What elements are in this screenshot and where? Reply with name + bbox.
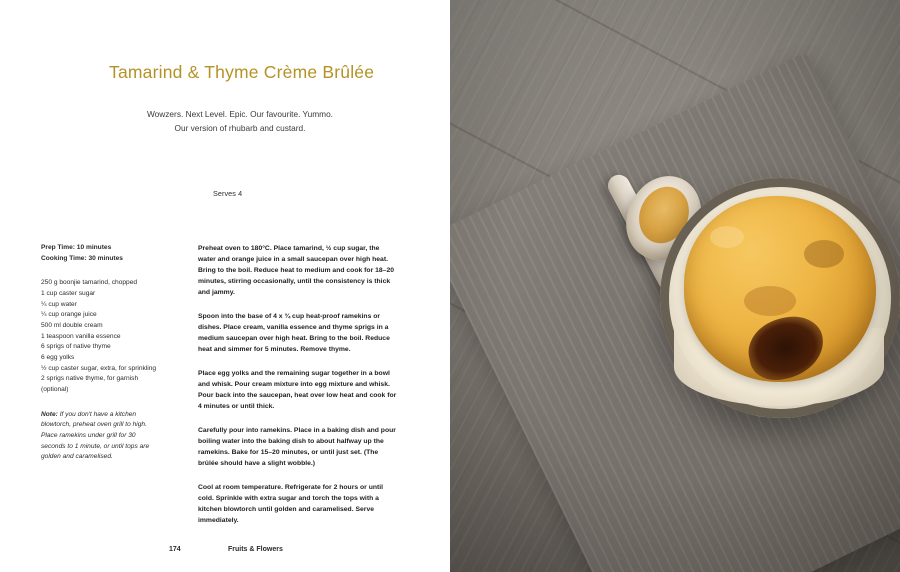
- cook-time: Cooking Time: 30 minutes: [41, 254, 123, 262]
- recipe-note: [41, 410, 161, 463]
- list-item: 6 sprigs of native thyme: [41, 343, 111, 351]
- recipe-blurb-line-1: Wowzers. Next Level. Epic. Our favourite. Yummo.: [147, 109, 333, 119]
- recipe-blurb-line-2: Our version of rhubarb and custard.: [174, 122, 306, 133]
- recipe-note-label: Note:: [41, 410, 58, 418]
- method-step: Spoon into the base of 4 x ¾ cup heat-proof ramekins or dishes. Place cream, vanilla essence and thyme sprigs in a medium saucepan over high heat. Bring to the boil. Reduce heat and simmer for 5 minutes. Remove thyme.: [198, 313, 390, 353]
- ingredients-column: [41, 243, 181, 463]
- list-item: 2 sprigs native thyme, for garnish: [41, 375, 139, 383]
- list-item: 6 egg yolks: [41, 354, 75, 362]
- photo-vignette: [450, 0, 900, 572]
- method-step: Cool at room temperature. Refrigerate for 2 hours or until cold. Sprinkle with extra sugar and torch the tops with a kitchen blowtorch until golden and caramelised. Serve immediately.: [198, 484, 384, 524]
- recipe-blurb: [100, 108, 380, 135]
- prep-time: Prep Time: 10 minutes: [41, 244, 112, 251]
- list-item: ¼ cup orange juice: [41, 311, 97, 319]
- recipe-photo: [450, 0, 900, 572]
- method-step: Place egg yolks and the remaining sugar together in a bowl and whisk. Pour cream mixture into egg mixture and whisk. Pour back into the saucepan, heat over low heat and cook for 4 minutes or until thick.: [198, 370, 397, 410]
- method-step: Preheat oven to 180°C. Place tamarind, ½ cup sugar, the water and orange juice in a small saucepan over high heat. Bring to the boil. Reduce heat to medium and cook for 18–20 minutes, stirring occasionally, until the consistency is thick and jammy.: [198, 245, 395, 296]
- recipe-note-text: If you don't have a kitchen blowtorch, preheat oven grill to high. Place ramekins under grill for 30 seconds to 1 minute, or until tops are golden and caramelised.: [41, 410, 150, 461]
- list-item: 250 g boonjie tamarind, chopped: [41, 279, 138, 287]
- list-item: ¼ cup water: [41, 300, 77, 308]
- list-item: 1 cup caster sugar: [41, 290, 96, 298]
- serves-label: Serves 4: [213, 189, 243, 198]
- list-item: 1 teaspoon vanilla essence: [41, 332, 121, 340]
- method-column: [198, 243, 398, 539]
- ingredient-list: [41, 278, 181, 395]
- list-item: (optional): [41, 386, 69, 394]
- page-footer: [0, 546, 450, 562]
- list-item: 500 ml double cream: [41, 322, 103, 330]
- method-step: Carefully pour into ramekins. Place in a baking dish and pour boiling water into the baking dish to about halfway up the ramekins. Bake for 15–20 minutes, or until just set. (The brûlée should have a slight wobble.): [198, 427, 396, 467]
- page-title: Tamarind & Thyme Crème Brûlée: [109, 61, 375, 82]
- page-number: 174: [169, 546, 181, 553]
- list-item: ½ cup caster sugar, extra, for sprinkling: [41, 364, 157, 372]
- chapter-name: Fruits & Flowers: [228, 546, 283, 553]
- time-block: [41, 243, 181, 264]
